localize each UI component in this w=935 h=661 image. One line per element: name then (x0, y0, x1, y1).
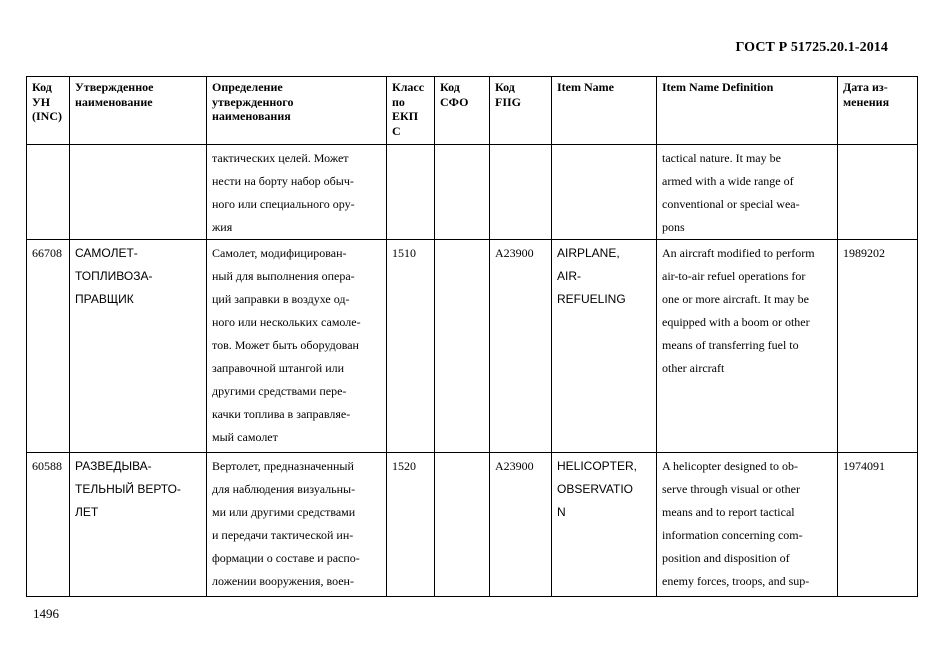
header-item-name: Item Name (552, 77, 657, 145)
table-row (27, 453, 918, 597)
cell-item-name: HELICOPTER, OBSERVATIO N (552, 453, 657, 597)
cell-approved-name: РАЗВЕДЫВА- ТЕЛЬНЫЙ ВЕРТО- ЛЕТ (70, 453, 207, 597)
cell-date (838, 145, 918, 240)
header-approved-name: Утвержденное наименование (70, 77, 207, 145)
cell-class (387, 145, 435, 240)
cell-fiig (490, 145, 552, 240)
cell-sfo (435, 453, 490, 597)
cell-item-name: AIRPLANE, AIR- REFUELING (552, 240, 657, 453)
table-row (27, 240, 918, 453)
cell-class: 1510 (387, 240, 435, 453)
cell-item-name-definition: An aircraft modified to perform air-to-air refuel operations for one or more aircraft. It may be equipped with a boom or other means of transferring fuel to other aircraft (657, 240, 838, 453)
header-date: Дата из- менения (838, 77, 918, 145)
cell-inc (27, 145, 70, 240)
cell-date: 1974091 (838, 453, 918, 597)
cell-definition: тактических целей. Может нести на борту набор обыч- ного или специального ору- жия (207, 145, 387, 240)
cell-sfo (435, 240, 490, 453)
cell-sfo (435, 145, 490, 240)
header-definition: Определение утвержденного наименования (207, 77, 387, 145)
cell-approved-name: САМОЛЕТ- ТОПЛИВОЗА- ПРАВЩИК (70, 240, 207, 453)
cell-fiig: A23900 (490, 240, 552, 453)
cell-approved-name (70, 145, 207, 240)
document-title: ГОСТ Р 51725.20.1-2014 (735, 40, 888, 55)
catalog-table (26, 76, 918, 597)
header-fiig: Код FIIG (490, 77, 552, 145)
cell-item-name-definition: A helicopter designed to ob- serve through visual or other means and to report tactical information concerning com- position and disposition of enemy forces, troops, and sup- (657, 453, 838, 597)
cell-inc: 66708 (27, 240, 70, 453)
header-item-name-definition: Item Name Definition (657, 77, 838, 145)
cell-date: 1989202 (838, 240, 918, 453)
header-sfo: Код СФО (435, 77, 490, 145)
page-number: 1496 (33, 606, 59, 621)
cell-definition: Самолет, модифицирован- ный для выполнения опера- ций заправки в воздухе од- ного или нескольких самоле- тов. Может быть оборудован заправочной штангой или другими средствами пере- качки топлива в заправляе- мый самолет (207, 240, 387, 453)
cell-definition: Вертолет, предназначенный для наблюдения визуальны- ми или другими средствами и передачи тактической ин- формации о составе и распо- ложении вооружения, воен- (207, 453, 387, 597)
header-inc: Код УН (INC) (27, 77, 70, 145)
cell-inc: 60588 (27, 453, 70, 597)
cell-item-name (552, 145, 657, 240)
header-row (27, 77, 918, 145)
table-row (27, 145, 918, 240)
cell-item-name-definition: tactical nature. It may be armed with a wide range of conventional or special wea- pons (657, 145, 838, 240)
cell-class: 1520 (387, 453, 435, 597)
cell-fiig: A23900 (490, 453, 552, 597)
header-class: Класс по ЕКП С (387, 77, 435, 145)
